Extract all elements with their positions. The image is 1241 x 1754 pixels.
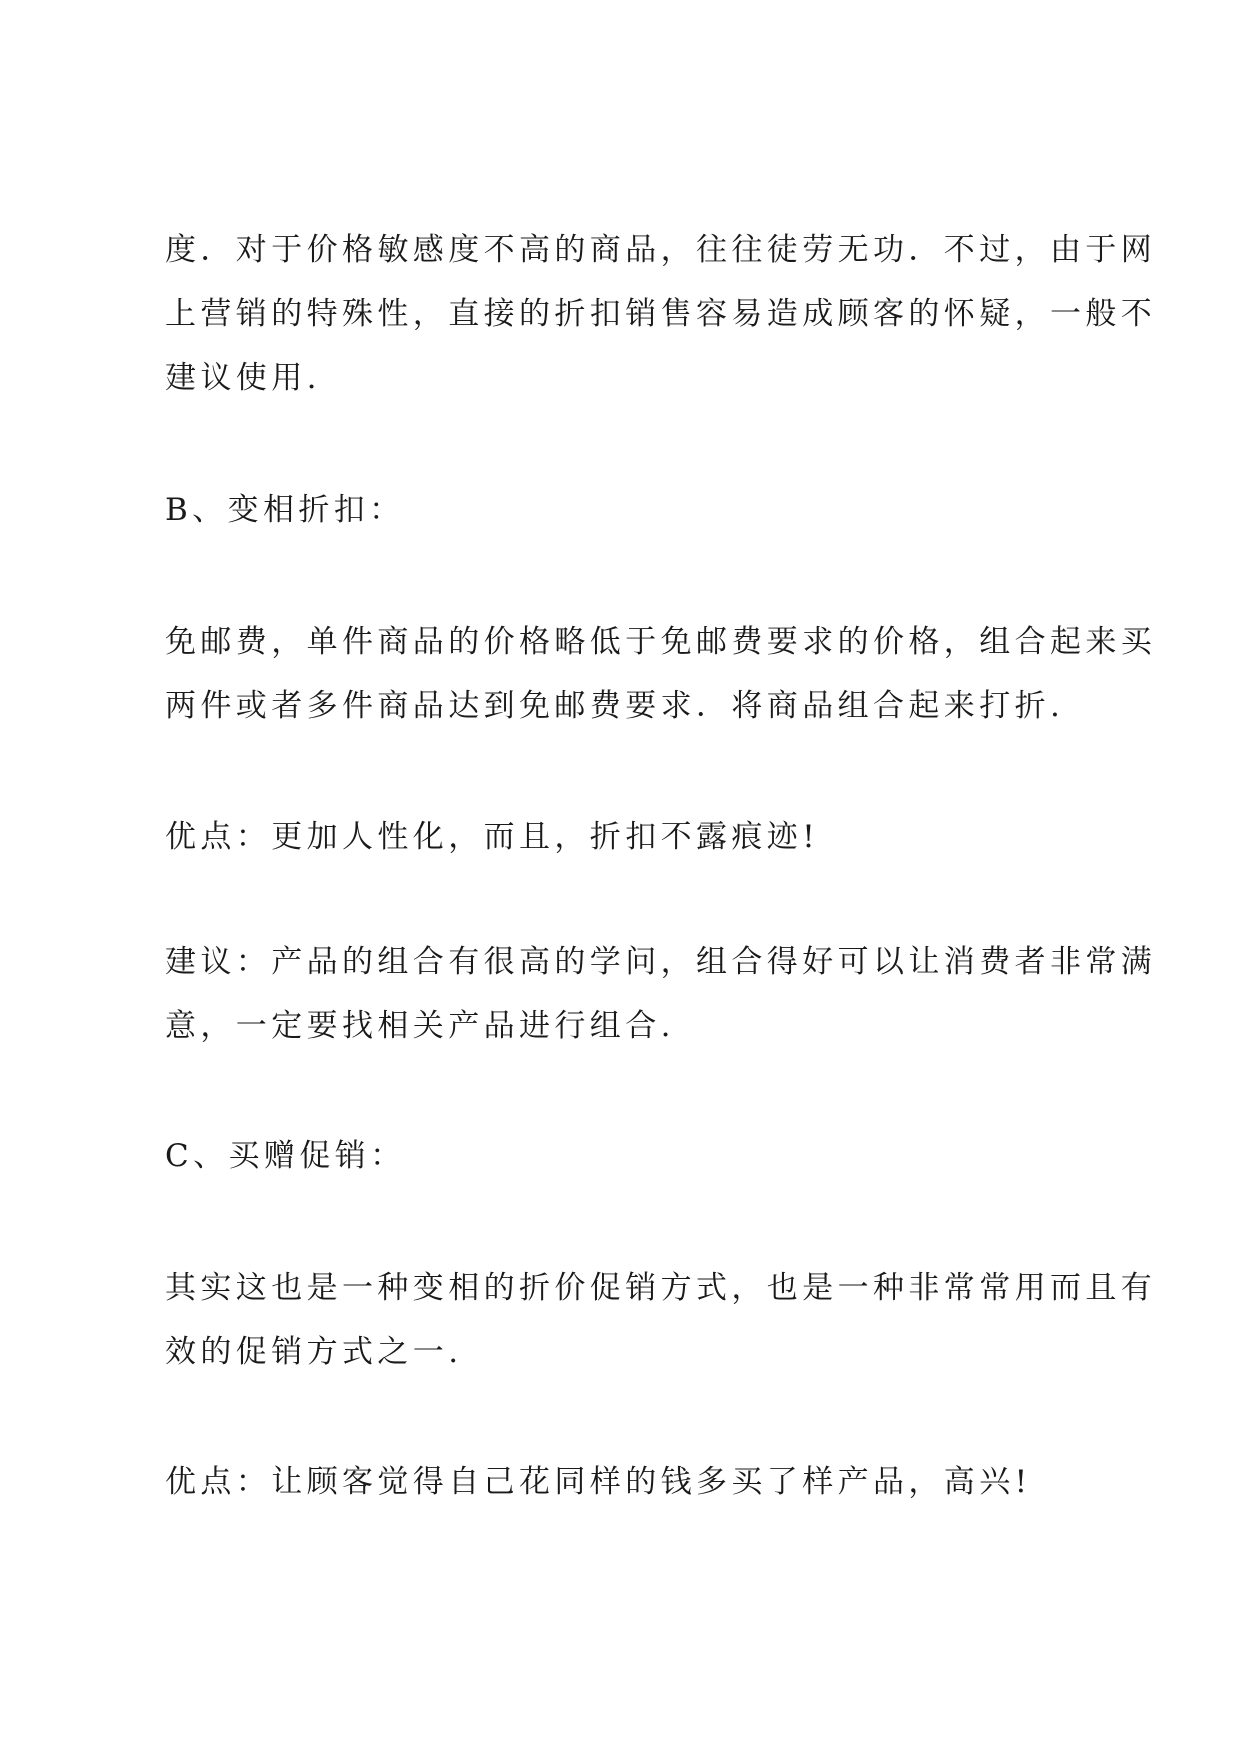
text-line: 建议使用. (165, 360, 321, 396)
text-line: 优点：让顾客觉得自己花同样的钱多买了样产品，高兴! (165, 1464, 1032, 1500)
paragraph-gift-promo (165, 1256, 1157, 1384)
paragraph-suggestion (165, 930, 1157, 1058)
text-line: 效的促销方式之一. (165, 1334, 463, 1370)
paragraph-advantage-b (165, 805, 1095, 869)
text-line: 上营销的特殊性，直接的折扣销售容易造成顾客的怀疑，一般不 (165, 296, 1157, 332)
heading-text: B、变相折扣： (165, 492, 405, 528)
text-line: 优点：更加人性化，而且，折扣不露痕迹! (165, 819, 820, 855)
paragraph-advantage-c (165, 1450, 1095, 1514)
paragraph-discount-note (165, 218, 1157, 410)
text-line: 两件或者多件商品达到免邮费要求．将商品组合起来打折. (165, 688, 1065, 724)
section-heading-b (165, 478, 1095, 542)
text-line: 度．对于价格敏感度不高的商品，往往徒劳无功．不过，由于网 (165, 232, 1157, 268)
text-line: 免邮费，单件商品的价格略低于免邮费要求的价格，组合起来买 (165, 624, 1157, 660)
text-line: 建议：产品的组合有很高的学问，组合得好可以让消费者非常满 (165, 944, 1157, 980)
text-line: 其实这也是一种变相的折价促销方式，也是一种非常常用而且有 (165, 1270, 1157, 1306)
text-line: 意，一定要找相关产品进行组合. (165, 1008, 675, 1044)
heading-text: C、买赠促销： (165, 1138, 406, 1174)
paragraph-free-shipping (165, 610, 1157, 738)
section-heading-c (165, 1124, 1095, 1188)
